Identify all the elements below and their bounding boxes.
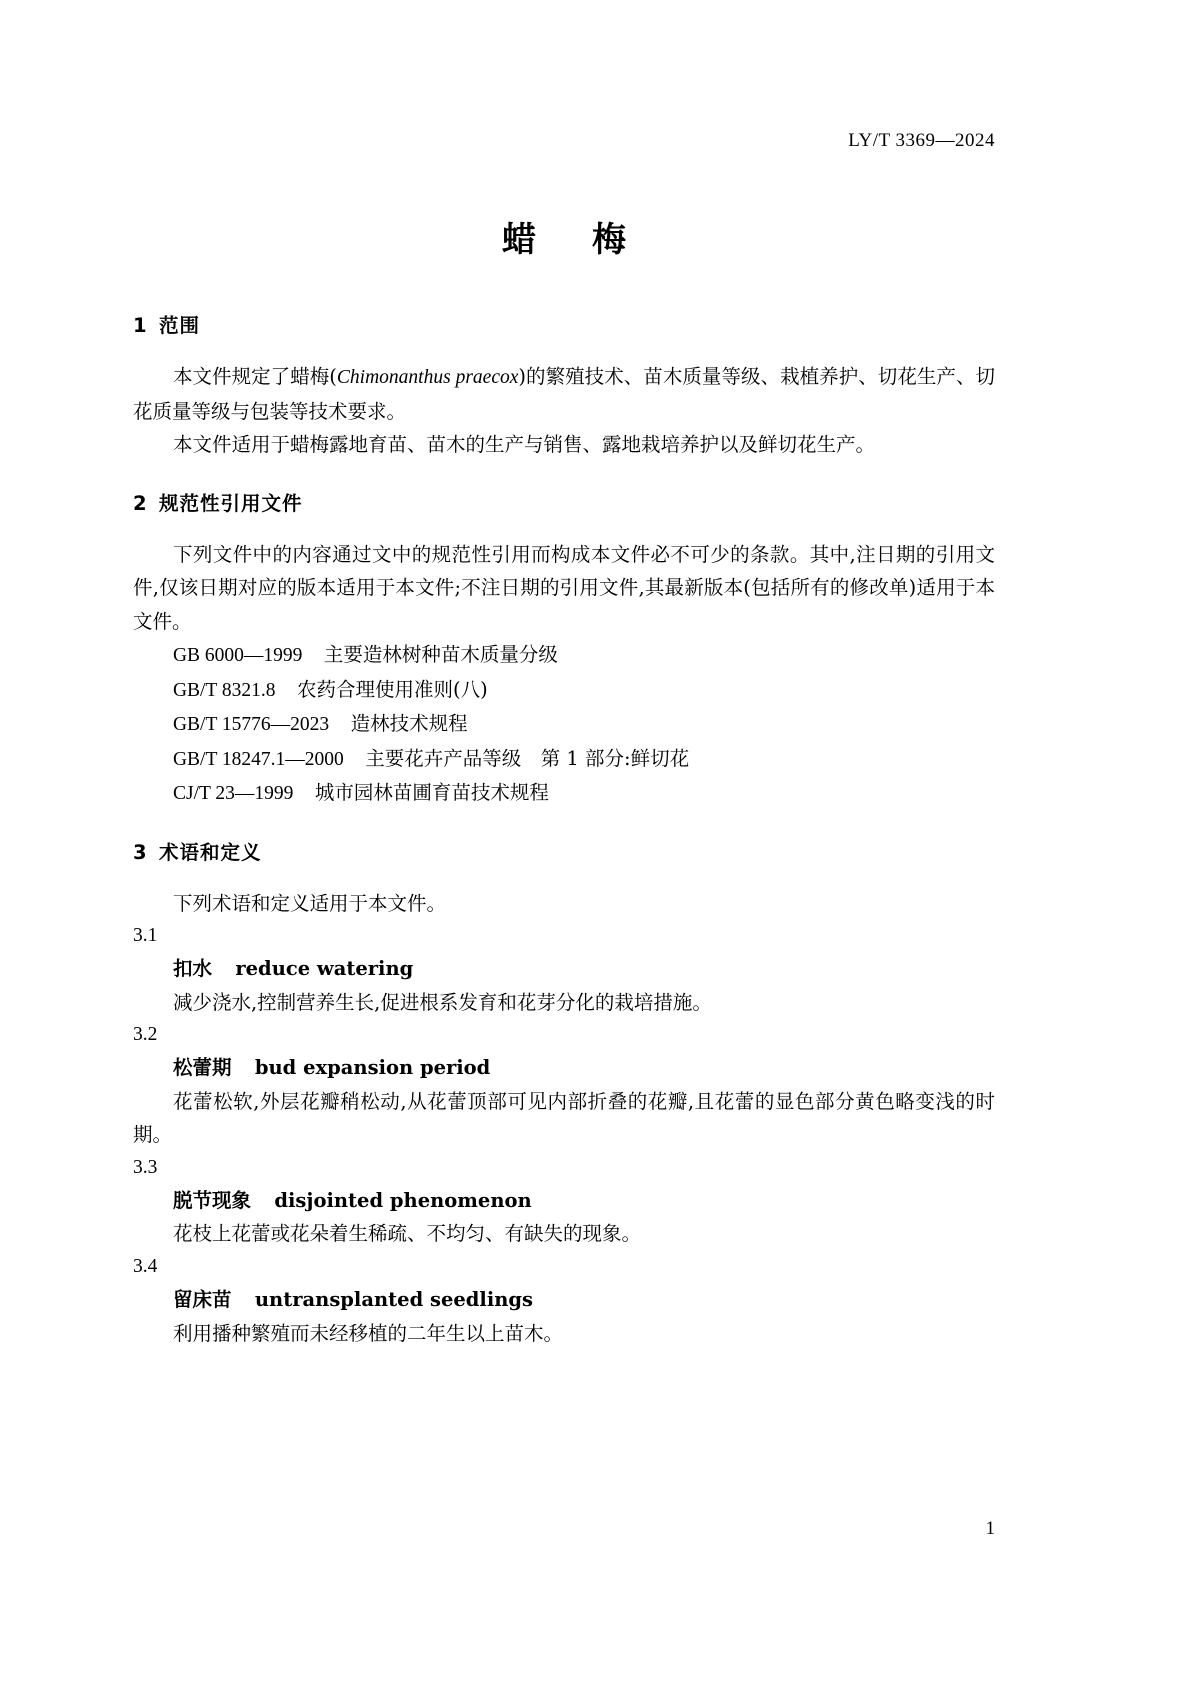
page-number: 1: [985, 1518, 995, 1539]
reference-code: GB/T 15776—2023: [172, 714, 330, 736]
term-heading: [133, 953, 995, 986]
clause-number-1: 1: [133, 314, 148, 337]
clause-heading-2: [133, 488, 995, 516]
reference-code: GB/T 8321.8: [172, 679, 276, 701]
term-definition: 利用播种繁殖而未经移植的二年生以上苗木。: [172, 1321, 563, 1345]
clause-label-3: 术语和定义: [159, 840, 262, 864]
term-heading: [133, 1185, 995, 1218]
term-heading: [133, 1052, 995, 1085]
normative-reference: [133, 742, 995, 777]
clause-number-3: 3: [133, 840, 148, 864]
term-definition: 减少浇水,控制营养生长,促进根系发育和花芽分化的栽培措施。: [172, 990, 712, 1014]
term-number: 3.1: [133, 925, 158, 947]
term-chinese: 松蕾期: [172, 1056, 232, 1080]
term-english: bud expansion period: [254, 1056, 491, 1080]
page-header-standard-code: LY/T 3369—2024: [848, 130, 995, 151]
document-body: [133, 310, 995, 1350]
normative-reference: [133, 673, 995, 708]
term-number: 3.3: [133, 1156, 158, 1178]
normative-reference: [133, 707, 995, 742]
scope-paragraph-1: [133, 360, 995, 428]
scientific-name: Chimonanthus praecox: [336, 367, 519, 388]
normative-reference: [133, 638, 995, 673]
term-number: 3.4: [133, 1256, 158, 1277]
reference-title: 造林技术规程: [350, 712, 468, 736]
reference-code: GB 6000—1999: [172, 645, 303, 667]
term-english: reduce watering: [235, 957, 414, 981]
reference-title: 主要造林树种苗木质量分级: [323, 643, 558, 667]
clause-label-2: 规范性引用文件: [159, 491, 303, 515]
term-definition: 花蕾松软,外层花瓣稍松动,从花蕾顶部可见内部折叠的花瓣,且花蕾的显色部分黄色略变浅的时期。: [133, 1089, 995, 1147]
clause-heading-1: [133, 310, 995, 338]
term-chinese: 脱节现象: [172, 1188, 251, 1212]
terms-intro: 下列术语和定义适用于本文件。: [172, 891, 446, 915]
term-number: 3.2: [133, 1024, 158, 1046]
clause-number-2: 2: [133, 491, 148, 515]
term-definition: 花枝上花蕾或花朵着生稀疏、不均匀、有缺失的现象。: [172, 1222, 641, 1246]
term-english: untransplanted seedlings: [254, 1287, 534, 1311]
reference-title: 城市园林苗圃育苗技术规程: [314, 781, 549, 805]
reference-code: GB/T 18247.1—2000: [172, 748, 344, 770]
scope-para1-post: )的繁殖技术、苗木质量等级、栽植养护、切花生产、切花质量等级与包装等技术要求。: [133, 365, 995, 423]
clause-label-1: 范围: [159, 314, 201, 337]
term-heading: [133, 1284, 995, 1317]
term-chinese: 扣水: [172, 957, 212, 981]
reference-code: CJ/T 23—1999: [172, 783, 294, 805]
normative-intro: 下列文件中的内容通过文中的规范性引用而构成本文件必不可少的条款。其中,注日期的引用文件,仅该日期对应的版本适用于本文件;不注日期的引用文件,其最新版本(包括所有的修改单)适用于本文件。: [133, 542, 995, 633]
reference-title: 主要花卉产品等级 第 1 部分:鲜切花: [365, 746, 690, 770]
term-english: disjointed phenomenon: [274, 1188, 532, 1212]
clause-heading-3: [133, 837, 995, 865]
term-chinese: 留床苗: [172, 1287, 232, 1311]
scope-paragraph-2: 本文件适用于蜡梅露地育苗、苗木的生产与销售、露地栽培养护以及鲜切花生产。: [172, 433, 875, 457]
reference-title: 农药合理使用准则(八): [296, 677, 488, 701]
scope-para1-pre: 本文件规定了蜡梅(: [172, 365, 337, 388]
page-title: 蜡梅: [502, 220, 682, 260]
normative-reference: [133, 776, 995, 811]
